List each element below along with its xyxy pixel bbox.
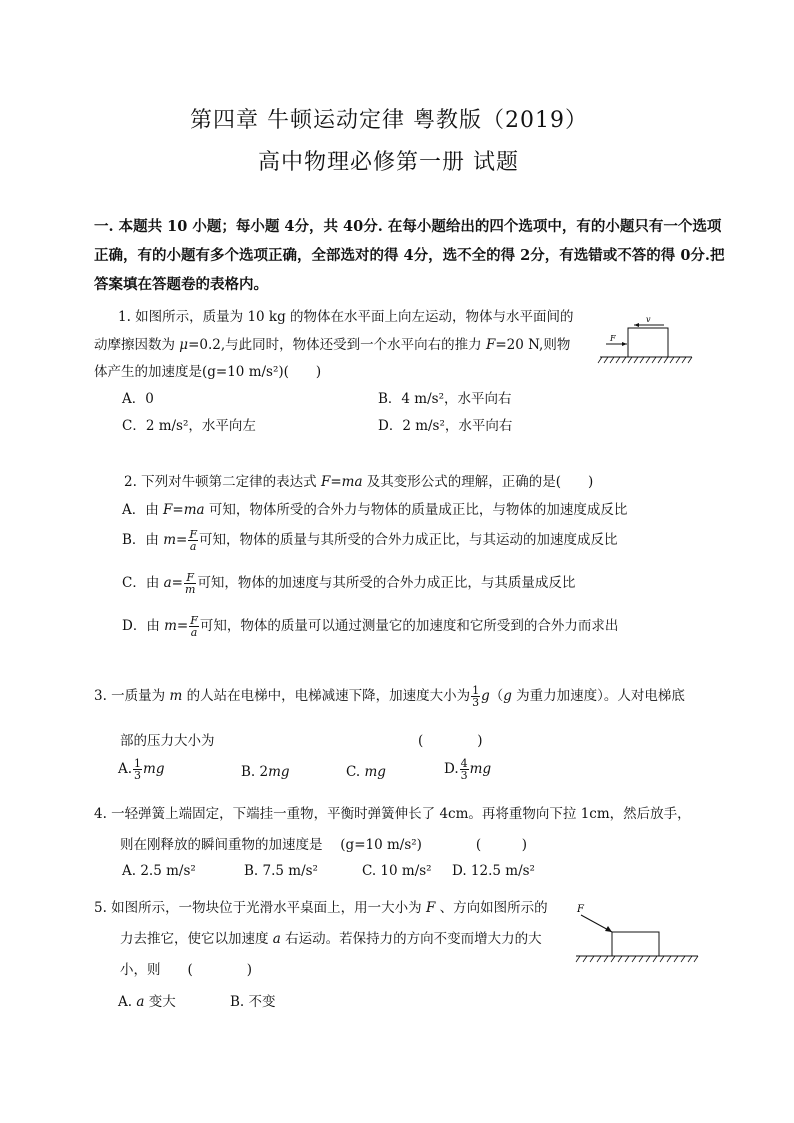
q3-fraction: $\frac{1}{3}$ xyxy=(134,757,142,782)
q3-fraction: $\frac{4}{3}$ xyxy=(460,757,468,782)
q2-text: 可知，物体所受的合外力与物体的质量成正比，与物体的加速度成反比 xyxy=(204,502,628,518)
q2-text: 可知，物体的质量与其所受的合外力成正比，与其运动的加速度成反比 xyxy=(198,532,618,548)
section-instructions xyxy=(94,212,724,299)
q1-F: F xyxy=(485,337,496,353)
q3-option-c xyxy=(346,764,386,780)
q2-text: C．由 xyxy=(122,575,164,591)
q3-text: C. xyxy=(346,764,365,780)
q5-line-2 xyxy=(120,927,542,947)
q2-eq: m= xyxy=(164,618,189,634)
q3-text: 3. 一质量为 xyxy=(94,688,170,704)
q1-line-2 xyxy=(94,333,570,353)
q2-text: A．由 xyxy=(122,502,164,518)
q2-eq: a= xyxy=(163,575,183,591)
q1-text: 动摩擦因数为 xyxy=(94,337,180,353)
q1-option-a: A．0 xyxy=(122,391,154,407)
q5-option-b: B. 不变 xyxy=(230,994,276,1010)
q2-option-d xyxy=(122,614,618,638)
q2-text: B．由 xyxy=(122,532,164,548)
q1-option-b: B．4 m/s²，水平向右 xyxy=(378,391,512,407)
q5-line-3: 小，则 ( ) xyxy=(120,962,253,978)
q3-line-2: 部的压力大小为 xyxy=(120,733,215,749)
q1-mu: μ xyxy=(179,337,189,353)
q3-option-d xyxy=(444,758,491,781)
q1-text: =0.2,与此同时，物体还受到一个水平向右的推力 xyxy=(188,337,486,353)
q2-text: 及其变形公式的理解，正确的是( ) xyxy=(362,474,594,490)
q3-option-a xyxy=(118,758,165,781)
q5-text: 右运动。若保持力的方向不变而增大力的大 xyxy=(280,931,542,947)
q5-F: F xyxy=(425,900,436,916)
q1-option-d: D．2 m/s²，水平向右 xyxy=(378,418,513,434)
q3-text: 为重力加速度）。人对电梯底 xyxy=(511,688,685,704)
q2-eq: m= xyxy=(163,532,188,548)
q5-text: 变大 xyxy=(144,994,176,1010)
section-line-2: 正确，有的小题有多个选项正确，全部选对的得 4分，选不全的得 2分，有选错或不答的得 0分.把 xyxy=(94,247,725,264)
q1-fig-F: F xyxy=(610,334,616,343)
q2-fraction: $\frac{F}{a}$ xyxy=(189,528,197,553)
q1-figure xyxy=(596,314,696,370)
q1-line-1: 1. 如图所示，质量为 10 kg 的物体在水平面上向左运动，物体与水平面间的 xyxy=(118,309,574,325)
page-subtitle: 高中物理必修第一册 试题 xyxy=(258,150,519,175)
q2-option-a xyxy=(122,498,627,518)
q3-answer-bracket: ( ) xyxy=(418,733,483,749)
q2-fraction: $\frac{F}{a}$ xyxy=(190,614,198,639)
q4-option-c: C. 10 m/s² xyxy=(362,863,432,879)
q3-mg: mg xyxy=(143,761,165,777)
q2-option-c xyxy=(122,571,575,595)
q2-text: 2. 下列对牛顿第二定律的表达式 xyxy=(124,474,321,490)
q3-m: m xyxy=(169,688,183,704)
q3-line-1 xyxy=(94,684,685,708)
q3-text: （ xyxy=(489,688,504,704)
q2-text: 可知，物体的加速度与其所受的合外力成正比，与其质量成反比 xyxy=(197,575,576,591)
q1-fig-v: v xyxy=(646,315,651,324)
q2-text: 可知，物体的质量可以通过测量它的加速度和它所受到的合外力而求出 xyxy=(199,618,619,634)
q3-mg: mg xyxy=(268,764,290,780)
q5-text: 、方向如图所示的 xyxy=(435,900,548,916)
q2-eq: F=ma xyxy=(163,502,205,518)
q3-text: 的人站在电梯中，电梯减速下降，加速度大小为 xyxy=(182,688,471,704)
q5-figure xyxy=(572,898,702,968)
q3-g: g xyxy=(503,688,512,704)
page-title: 第四章 牛顿运动定律 粤教版（2019） xyxy=(190,108,588,133)
q5-text: 5. 如图所示，一物块位于光滑水平桌面上，用一大小为 xyxy=(94,900,426,916)
q5-option-a xyxy=(118,990,176,1010)
q1-option-c: C．2 m/s²，水平向左 xyxy=(122,418,256,434)
q5-a: a xyxy=(136,994,145,1010)
q5-line-1 xyxy=(94,896,548,916)
q4-line-2: 则在刚释放的瞬间重物的加速度是 (g=10 m/s²) ( ) xyxy=(120,837,527,853)
q1-text: =20 N,则物 xyxy=(495,337,571,353)
section-line-3: 答案填在答题卷的表格内。 xyxy=(94,276,268,293)
q4-line-1: 4. 一轻弹簧上端固定，下端挂一重物，平衡时弹簧伸长了 4cm。再将重物向下拉 1cm，然后放手， xyxy=(94,806,691,822)
q3-mg: mg xyxy=(364,764,386,780)
q5-a: a xyxy=(272,931,281,947)
q3-fraction: $\frac{1}{3}$ xyxy=(472,684,480,709)
q3-option-b xyxy=(241,764,290,780)
q3-mg: mg xyxy=(469,761,492,777)
q2-stem xyxy=(124,470,593,490)
q3-text: A. xyxy=(118,761,133,777)
q5-text: 力去推它，使它以加速度 xyxy=(120,931,273,947)
q4-option-d: D. 12.5 m/s² xyxy=(452,863,535,879)
q2-text: D．由 xyxy=(122,618,165,634)
q5-fig-F: F xyxy=(577,904,584,915)
q3-text: B. 2 xyxy=(241,764,269,780)
q3-text: D. xyxy=(444,761,459,777)
q5-text: A. xyxy=(118,994,137,1010)
q2-option-b xyxy=(122,528,617,552)
q3-g: g xyxy=(481,688,490,704)
section-line-1: 一. 本题共 10 小题；每小题 4分，共 40分. 在每小题给出的四个选项中，有的小题只有一个选项 xyxy=(94,218,722,235)
q1-line-3: 体产生的加速度是(g=10 m/s²)( ) xyxy=(94,364,322,380)
q4-option-b: B. 7.5 m/s² xyxy=(244,863,318,879)
q4-option-a: A. 2.5 m/s² xyxy=(122,863,196,879)
q2-fraction: $\frac{F}{m}$ xyxy=(185,571,196,596)
q2-eq: F=ma xyxy=(320,474,363,490)
